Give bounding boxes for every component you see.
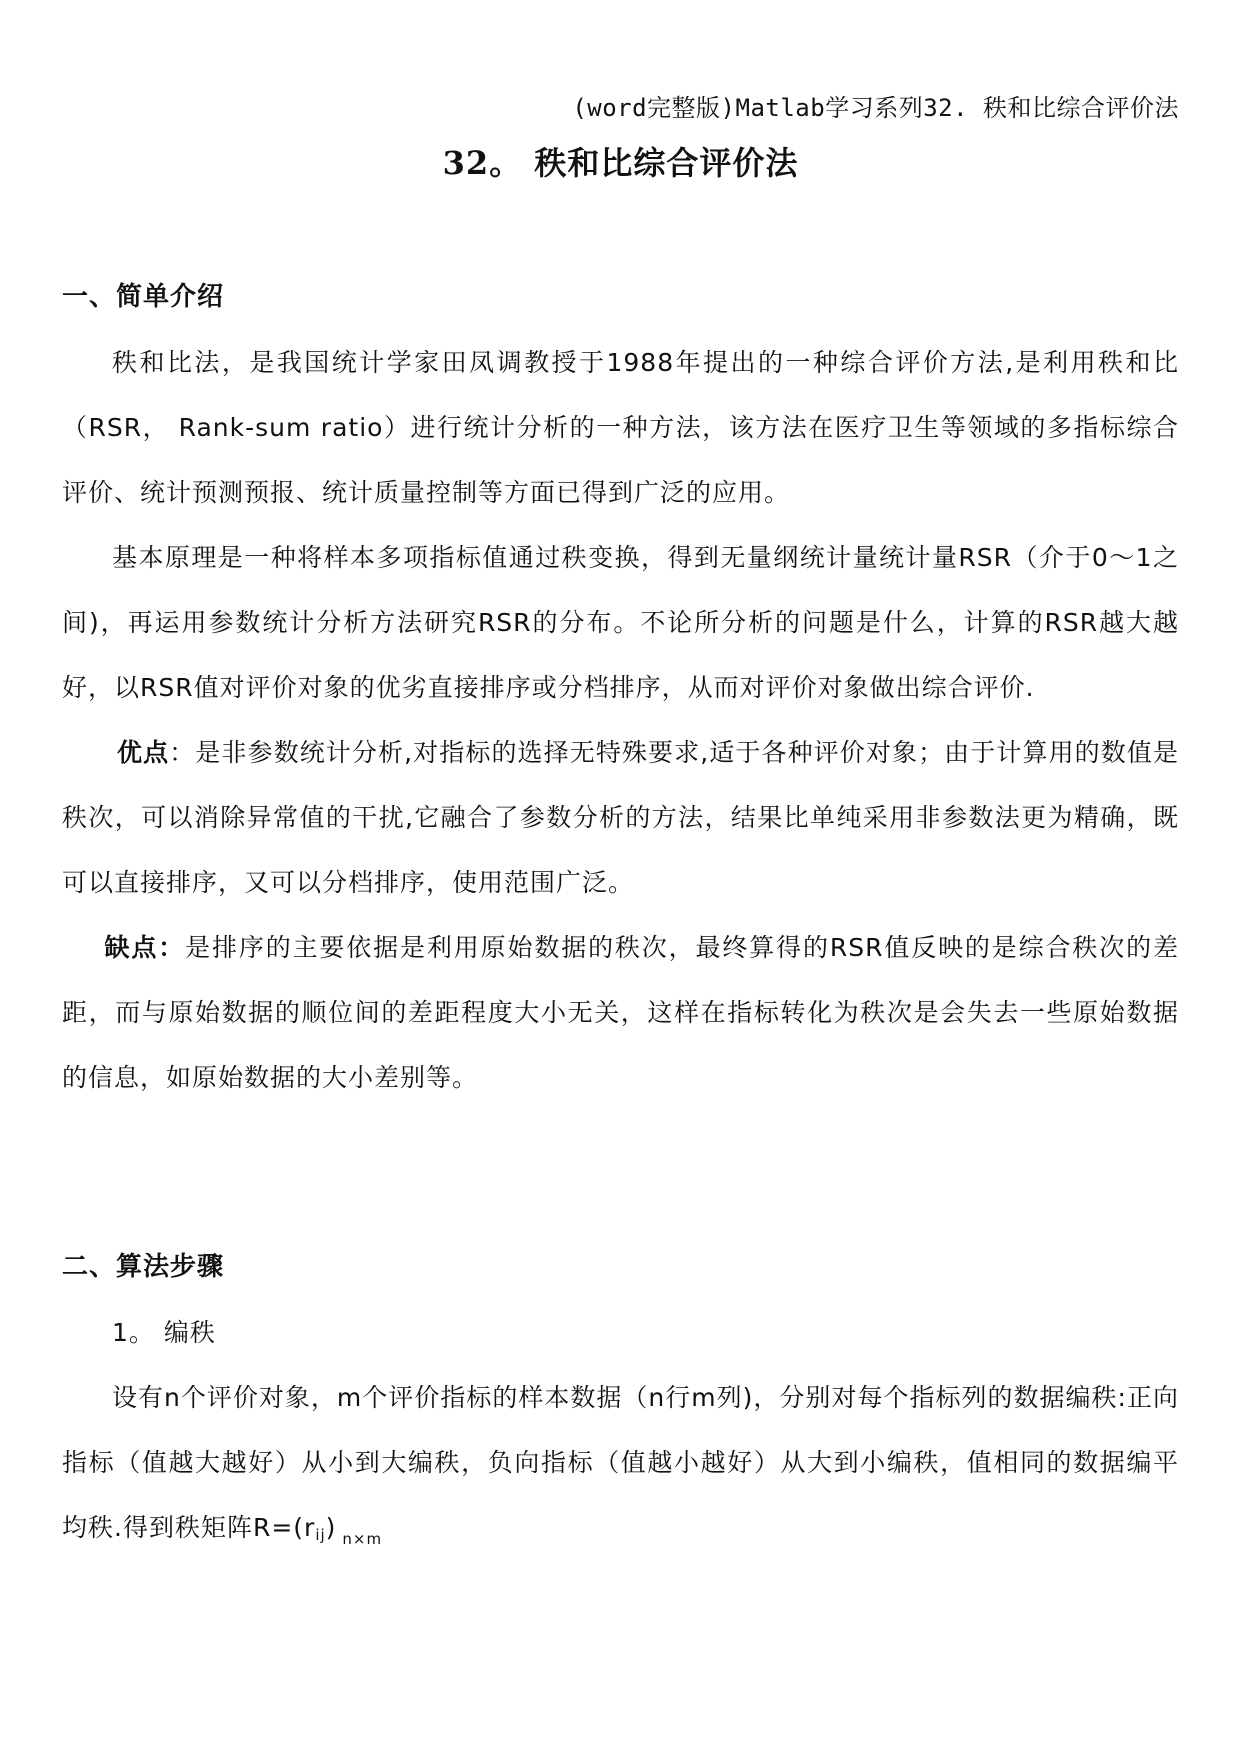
document-body bbox=[62, 265, 1179, 1572]
paragraph-principle: 基本原理是一种将样本多项指标值通过秩变换，得到无量纲统计量统计量RSR（介于0～1之间)，再运用参数统计分析方法研究RSR的分布。不论所分析的问题是什么，计算的RSR越大越好，以RSR值对评价对象的优劣直接排序或分档排序，从而对评价对象做出综合评价. bbox=[62, 543, 1179, 702]
spacer bbox=[62, 1110, 1179, 1235]
document-title: 32。 秩和比综合评价法 bbox=[442, 144, 799, 182]
section-heading-intro: 一、简单介绍 bbox=[62, 282, 225, 312]
step-heading-ranking: 1。 编秩 bbox=[112, 1318, 216, 1347]
subscript-ij: ij bbox=[315, 1526, 326, 1544]
disadvantages-label: 缺点： bbox=[104, 933, 186, 962]
paragraph-advantages bbox=[62, 720, 1179, 915]
advantages-text: ：是非参数统计分析,对指标的选择无特殊要求,适于各种评价对象；由于计算用的数值是秩次，可以消除异常值的干扰,它融合了参数分析的方法，结果比单纯采用非参数法更为精确，既可以直接排序，又可以分档排序，使用范围广泛。 bbox=[62, 738, 1179, 897]
ranking-text: 设有n个评价对象，m个评价指标的样本数据（n行m列)，分别对每个指标列的数据编秩:正向指标（值越大越好）从小到大编秩，负向指标（值越小越好）从大到小编秩，值相同的数据编平均秩.得到秩矩阵R=(r bbox=[62, 1383, 1179, 1542]
paragraph-ranking bbox=[62, 1365, 1179, 1572]
closing-paren: ) bbox=[325, 1513, 337, 1542]
running-header: (word完整版)Matlab学习系列32. 秩和比综合评价法 bbox=[572, 94, 1179, 122]
advantages-label: 优点 bbox=[117, 738, 170, 767]
subscript-n-by-m: n×m bbox=[342, 1530, 383, 1548]
disadvantages-text: 是排序的主要依据是利用原始数据的秩次，最终算得的RSR值反映的是综合秩次的差距，而与原始数据的顺位间的差距程度大小无关，这样在指标转化为秩次是会失去一些原始数据的信息，如原始数据的大小差别等。 bbox=[62, 933, 1179, 1092]
section-heading-steps: 二、算法步骤 bbox=[62, 1252, 225, 1282]
paragraph-intro: 秩和比法，是我国统计学家田凤调教授于1988年提出的一种综合评价方法,是利用秩和比（RSR， Rank-sum ratio）进行统计分析的一种方法，该方法在医疗卫生等领域的多指标综合评价、统计预测预报、统计质量控制等方面已得到广泛的应用。 bbox=[62, 348, 1179, 507]
paragraph-disadvantages bbox=[62, 915, 1179, 1110]
